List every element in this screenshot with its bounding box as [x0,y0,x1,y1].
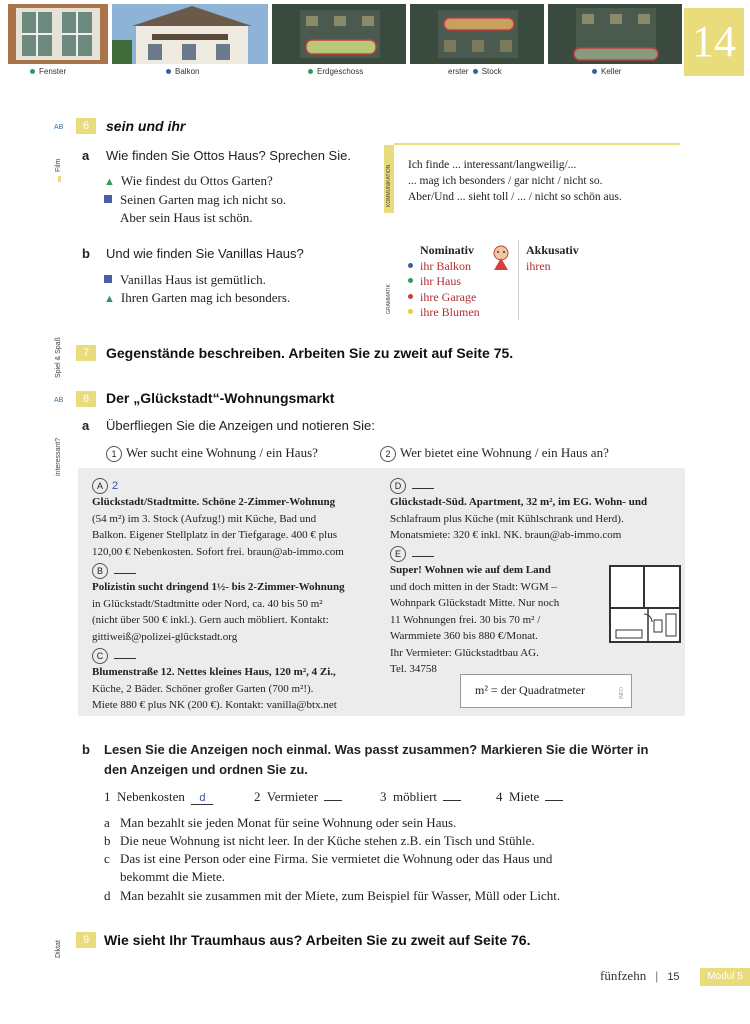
ad-line: 11 Wohnungen frei. 30 bis 70 m² / [390,613,541,626]
option-text: Wer bietet eine Wohnung / ein Haus an? [400,445,609,460]
answer-blank[interactable] [114,573,136,574]
exercise-number-8: 8 [76,391,96,407]
option-number: 1 [106,446,122,462]
exercise-8b-letter: b [82,742,90,757]
info-text: m² = der Quadratmeter [475,683,585,697]
exercise-6-title: sein und ihr [106,118,186,134]
dialog-line [104,173,273,189]
definition [104,888,560,904]
caption-erdgeschoss [308,67,363,76]
match-word: möbliert [393,789,438,804]
ad-line: Schlafraum plus Küche (mit Kühlschrank und Herd). [390,512,624,525]
answer-blank[interactable] [412,488,434,489]
definition-text: Man bezahlt sie jeden Monat für seine Wohnung oder sein Haus. [120,815,457,830]
film-bar [58,176,61,182]
match-word: Vermieter [266,789,319,804]
ad-line: Küche, 2 Bäder. Schöner großer Garten (700 m²!). [92,682,314,695]
option-text: Wer sucht eine Wohnung / ein Haus? [126,445,318,460]
kommunikation-label: KOMMUNIKATION [386,164,392,207]
answer-blank[interactable] [545,800,563,801]
exercise-number-9: 9 [76,932,96,948]
match-num: 1 [104,789,111,804]
photo-balkon [112,4,268,64]
grammar-character-icon [490,244,512,275]
spiel-label: Spiel & Spaß [55,337,62,378]
ad-c-text [92,664,337,714]
ad-a-text [92,494,344,560]
dialog-text: Seinen Garten mag ich nicht so. [120,192,287,207]
square-icon [104,195,112,203]
ad-letter: B [92,563,108,579]
dialog-text: Wie findest du Ottos Garten? [120,173,273,188]
ad-letter: A [92,478,108,494]
photo-erdgeschoss [272,4,406,64]
info-label: INFO [619,687,625,699]
exercise-6b-question: Und wie finden Sie Vanillas Haus? [106,246,304,261]
ad-line: (54 m²) im 3. Stock (Aufzug!) mit Küche, Bad und [92,512,317,525]
match-item [254,789,342,805]
bullet-icon [408,309,413,314]
exercise-6b-letter: b [82,246,90,261]
match-num: 2 [254,789,261,804]
caption-erster-stock [448,67,502,76]
ad-line: Tel. 34758 [390,663,437,675]
ad-line: Ihr Vermieter: Glückstadtbau AG. [390,646,539,659]
dialog-text: Aber sein Haus ist schön. [120,210,253,225]
nominativ-heading: Nominativ [420,243,474,257]
form-text: ihr Haus [420,274,461,288]
match-answer[interactable]: d [191,792,213,805]
nominativ-form [408,290,476,305]
nominativ-form [408,305,480,320]
triangle-icon: ▲ [104,176,115,188]
answer-blank[interactable] [412,556,434,557]
page-word: fünfzehn [600,968,647,983]
ab-label-8: AB [54,397,64,404]
bullet-icon [408,278,413,283]
modul-badge: Modul 5 [700,968,750,986]
ad-line [92,664,337,681]
ad-line-text: Polizistin sucht dringend 1½- bis 2-Zimmer-Wohnung [92,581,345,593]
ad-a-answer[interactable]: 2 [112,480,119,492]
ad-line-text: Glückstadt-Süd. Apartment, 32 m², im EG. Wohn- und [390,496,648,508]
ad-line: Warmmiete 360 bis 880 €/Monat. [390,630,538,642]
caption-dot [308,69,313,74]
ad-line: Monatsmiete: 320 € inkl. NK. braun@ab-immo.com [390,529,622,541]
exercise-7-title: Gegenstände beschreiben. Arbeiten Sie zu zweit auf Seite 75. [106,345,514,361]
match-item [104,789,213,805]
floor-plan [608,564,682,649]
ad-c-label [92,648,136,665]
akkusativ-heading: Akkusativ [526,243,579,257]
match-word: Miete [509,789,540,804]
ad-line: gittiweiß@polizei-glückstadt.org [92,630,238,643]
caption-text: erster [448,67,469,76]
caption-dot [166,69,171,74]
caption-dot [473,69,478,74]
ad-line-text: Blumenstraße 12. Nettes kleines Haus, 120 m², 4 Zi., [92,666,336,678]
match-word: Nebenkosten [117,789,185,804]
dialog-line [104,290,290,306]
ad-letter: C [92,648,108,664]
match-item [380,789,461,805]
exercise-6a-letter: a [82,148,90,163]
caption-text: Erdgeschoss [317,67,364,76]
match-num: 3 [380,789,387,804]
nominativ-form [408,274,461,289]
square-icon [104,275,112,283]
chapter-number: 14 [684,8,744,76]
photo-erster-stock [410,4,544,64]
definition [104,815,456,831]
ad-a-label [92,478,118,495]
ad-line-text: Glückstadt/Stadtmitte. Schöne 2-Zimmer-Wohnung [92,496,336,508]
dialog-line [104,272,266,288]
caption-dot [30,69,35,74]
ab-label-6: AB [54,124,64,131]
match-item [496,789,563,805]
match-num: 4 [496,789,503,804]
ad-letter: E [390,546,406,562]
ad-b-text [92,579,345,645]
exercise-8b-instruction: den Anzeigen und ordnen Sie zu. [104,762,308,777]
phrase-line: Ich finde ... interessant/langweilig/... [408,159,577,171]
definition-text: Man bezahlt sie zusammen mit der Miete, zum Beispiel für Wasser, Müll oder Licht. [120,888,561,903]
definition-letter: a [104,815,110,830]
kommunikation-topline [394,143,680,145]
definition-text: Das ist eine Person oder eine Firma. Sie vermietet die Wohnung oder das Haus und [120,851,553,866]
definition [104,833,535,849]
definition-text: Die neue Wohnung ist nicht leer. In der Küche stehen z.B. ein Tisch und Stühle. [120,833,535,848]
ad-line-text: Super! Wohnen wie auf dem Land [390,564,551,576]
ad-line: in Glückstadt/Stadtmitte oder Nord, ca. 40 bis 50 m² [92,597,323,610]
caption-balkon [166,67,199,76]
bullet-icon [408,263,413,268]
dialog-text: Vanillas Haus ist gemütlich. [120,272,266,287]
grammar-divider [518,240,519,320]
definition [104,851,552,867]
triangle-icon: ▲ [104,293,115,305]
page-separator: | [655,968,659,983]
caption-fenster [30,67,66,76]
caption-dot [592,69,597,74]
answer-blank[interactable] [443,800,461,801]
exercise-number-6: 6 [76,118,96,134]
exercise-8-title: Der „Glückstadt“-Wohnungsmarkt [106,390,335,406]
ad-line: 120,00 € Nebenkosten. Sofort frei. braun@ab-immo.com [92,545,344,558]
diktat-label: Diktat [55,940,62,958]
form-text: ihre Garage [420,290,477,304]
definition-text: bekommt die Miete. [120,869,226,884]
form-text: ihr Balkon [420,259,471,273]
exercise-8a-letter: a [82,418,90,433]
interessant-label: interessant? [55,437,62,476]
page-number: 15 [667,971,680,983]
answer-blank[interactable] [114,658,136,659]
photo-keller [548,4,682,64]
ad-line [92,579,345,596]
ad-line [390,562,559,579]
caption-text: Fenster [39,67,67,76]
phrase-line: Aber/Und ... sieht toll / ... / nicht so schön aus. [408,191,622,203]
dialog-text: Ihren Garten mag ich besonders. [120,290,291,305]
ad-e-text [390,562,559,678]
ad-letter: D [390,478,406,494]
ad-d-text [390,494,647,544]
ad-line: und doch mitten in der Stadt: WGM – [390,580,557,593]
ad-b-label [92,563,136,580]
option-2 [380,445,609,462]
option-number: 2 [380,446,396,462]
definition-letter: c [104,851,110,866]
exercise-8a-question: Überfliegen Sie die Anzeigen und notieren Sie: [106,418,375,433]
definition [104,869,225,885]
photo-fenster [8,4,108,64]
caption-text: Keller [601,67,622,76]
bullet-icon [408,294,413,299]
ad-line: Balkon. Eigener Stellplatz in der Tiefgarage. 400 € plus [92,529,338,541]
ad-line [390,494,647,511]
info-box [460,674,632,708]
dialog-line [120,210,253,226]
akkusativ-form: ihren [526,259,551,273]
definition-letter: d [104,888,111,903]
exercise-9-title: Wie sieht Ihr Traumhaus aus? Arbeiten Sie zu zweit auf Seite 76. [104,932,531,948]
option-1 [106,445,318,462]
ad-line: (nicht über 500 € inkl.). Gern auch möbliert. Kontakt: [92,614,329,626]
exercise-8b-instruction: Lesen Sie die Anzeigen noch einmal. Was passt zusammen? Markieren Sie die Wörter in [104,742,649,757]
page-footer [600,968,680,984]
grammatik-label: GRAMMATIK [386,284,392,314]
kommunikation-box [384,145,680,213]
ad-line: Wohnpark Glückstadt Mitte. Nur noch [390,597,560,609]
caption-text: Stock [481,67,502,76]
ad-d-label [390,478,434,495]
nominativ-form [408,259,471,274]
ad-line: Miete 880 € plus NK (200 €). Kontakt: vanilla@btx.net [92,699,337,711]
dialog-line [104,192,286,208]
phrase-line: ... mag ich besonders / gar nicht / nicht so. [408,175,603,187]
film-label: Film [55,158,62,172]
exercise-number-7: 7 [76,345,96,361]
ad-line [92,494,344,511]
form-text: ihre Blumen [420,305,480,319]
answer-blank[interactable] [324,800,342,801]
caption-text: Balkon [175,67,200,76]
exercise-6a-question: Wie finden Sie Ottos Haus? Sprechen Sie. [106,148,351,163]
definition-letter: b [104,833,111,848]
caption-keller [592,67,621,76]
ad-e-label [390,546,434,563]
